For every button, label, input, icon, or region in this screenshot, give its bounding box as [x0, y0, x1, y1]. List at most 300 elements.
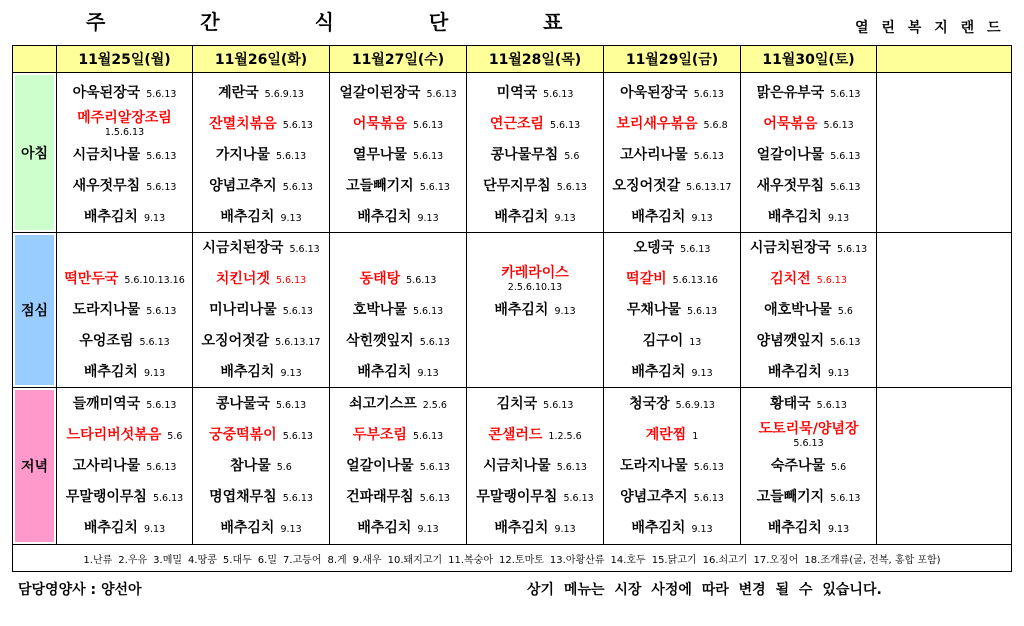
allergen-codes: 5.6.13	[836, 244, 868, 256]
allergen-codes: 5.6.13	[282, 119, 313, 131]
menu-slot	[193, 356, 329, 387]
allergen-codes: 5.6.13	[830, 181, 861, 193]
dish-name: 카레라이스	[501, 265, 569, 282]
dish-name: 배추김치	[83, 363, 138, 380]
menu-slot	[193, 108, 329, 139]
menu-slot	[604, 356, 740, 387]
menu-item	[73, 85, 177, 101]
dish-name: 단무지무침	[483, 177, 551, 194]
menu-slot	[330, 419, 466, 450]
menu-slot	[57, 295, 192, 326]
allergen-legend-item: 3.메밀	[153, 554, 183, 566]
menu-slot	[467, 450, 603, 481]
menu-slot	[193, 450, 329, 481]
dish-name: 숙주나물	[770, 458, 825, 474]
allergen-legend-item: 18.조개류(굴, 전복, 홍합 포함)	[804, 554, 941, 566]
dish-name: 참나물	[230, 458, 271, 474]
dish-name: 계란국	[218, 84, 259, 101]
allergen-legend-item: 14.호두	[610, 554, 646, 566]
menu-item	[759, 421, 859, 449]
allergen-codes: 9.13	[143, 212, 166, 224]
allergen-codes: 5.6.13	[419, 493, 450, 505]
dish-name: 메주리알장조림	[77, 109, 172, 126]
allergen-codes: 5.6.13	[146, 88, 177, 100]
dish-name: 미나리나물	[209, 301, 277, 318]
allergen-codes: 5.6.13	[556, 462, 587, 473]
dish-name: 시금치된장국	[202, 240, 284, 257]
menu-item	[491, 147, 580, 163]
dish-name: 얼갈이나물	[346, 458, 414, 474]
menu-item	[490, 116, 580, 132]
allergen-legend-item: 9.새우	[352, 554, 382, 566]
dish-name: 김치전	[770, 271, 811, 288]
menu-item	[627, 302, 717, 318]
dish-name: 느타리버섯볶음	[66, 426, 162, 443]
dish-name: 새우젓무침	[72, 177, 141, 194]
dish-name: 양념깻잎지	[756, 332, 825, 349]
menu-slot	[467, 388, 603, 419]
menu-item	[202, 240, 319, 256]
dish-name: 명엽채무침	[209, 489, 277, 506]
allergen-codes: 5.6.13	[693, 493, 724, 505]
menu-item	[643, 333, 702, 349]
menu-item	[353, 116, 443, 132]
menu-slot	[741, 482, 876, 513]
day-header-cell	[604, 46, 741, 73]
menu-slot	[604, 201, 740, 232]
allergen-codes: 5.6.13	[680, 244, 711, 256]
dish-name: 오징어젓갈	[201, 332, 270, 349]
menu-item	[646, 427, 699, 443]
menu-slot	[741, 388, 876, 419]
allergen-codes: 5.6.10.13.16	[124, 275, 185, 287]
allergen-codes: 5.6.13	[282, 305, 313, 317]
menu-item	[220, 520, 301, 536]
menu-item	[220, 209, 301, 225]
menu-slot	[193, 295, 329, 326]
menu-item	[216, 396, 306, 412]
menu-cell	[741, 73, 877, 233]
allergen-codes: 5.6.13	[830, 88, 861, 100]
meal-label: 아침	[20, 145, 49, 162]
dish-name: 시금치나물	[483, 458, 551, 474]
menu-slot	[467, 356, 603, 387]
dish-name: 어묵볶음	[763, 115, 818, 132]
allergen-codes: 5.6.13	[282, 181, 313, 193]
allergen-codes: 9.13	[554, 305, 576, 317]
menu-slot	[741, 513, 876, 544]
menu-cell	[604, 388, 741, 545]
allergen-codes: 5.6	[837, 305, 853, 317]
menu-slot	[193, 170, 329, 201]
allergen-codes: 5.6.13.16	[672, 275, 718, 287]
menu-slot	[741, 356, 876, 387]
dish-name: 김구이	[642, 332, 684, 349]
dish-name: 배추김치	[220, 363, 275, 380]
dietitian-credit: 담당영양사 : 양선아	[18, 582, 142, 598]
allergen-codes: 5.6.13	[146, 305, 177, 317]
menu-item	[620, 85, 724, 101]
dish-name: 배추김치	[83, 520, 138, 537]
menu-item	[750, 240, 867, 256]
allergen-codes: 1.5.6.13	[104, 126, 145, 138]
menu-item	[84, 364, 165, 380]
dish-name: 양념고추지	[209, 177, 277, 194]
dish-name: 고들빼기지	[756, 489, 825, 506]
dish-name: 잔멸치볶음	[209, 115, 277, 132]
dish-name: 호박나물	[352, 301, 407, 318]
day-header-label: 11월27일(수)	[351, 52, 445, 68]
dish-name: 떡갈비	[626, 271, 667, 288]
menu-slot	[604, 419, 740, 450]
allergen-codes: 5.6	[564, 150, 580, 162]
allergen-codes: 5.6.9.13	[675, 399, 715, 411]
menu-slot	[741, 419, 876, 450]
menu-item	[620, 147, 724, 163]
menu-item	[768, 364, 849, 380]
allergen-codes: 5.6.13	[823, 119, 854, 131]
menu-cell	[193, 388, 330, 545]
menu-cell	[193, 233, 330, 388]
menu-item	[634, 240, 711, 256]
allergen-legend-item: 7.고등어	[282, 554, 322, 566]
weekly-menu-table	[12, 45, 1012, 572]
menu-item	[626, 271, 718, 287]
dish-name: 궁중떡볶이	[209, 426, 277, 443]
menu-item	[218, 85, 304, 101]
dish-name: 배추김치	[357, 520, 412, 537]
menu-slot	[57, 325, 192, 356]
menu-slot	[57, 482, 192, 513]
meal-label-fill	[15, 235, 54, 385]
menu-slot	[193, 264, 329, 295]
allergen-codes: 5.6.13	[693, 462, 724, 473]
meal-label: 점심	[20, 303, 49, 319]
allergen-legend-item: 13.아황산류	[549, 554, 605, 566]
allergen-codes: 9.13	[417, 212, 439, 224]
dish-name: 계란찜	[645, 426, 687, 443]
menu-slot	[57, 513, 192, 544]
menu-slot	[741, 325, 876, 356]
menu-slot	[57, 77, 192, 108]
dish-name: 애호박나물	[764, 301, 832, 318]
dish-name: 도토리묵/양념장	[758, 420, 859, 437]
menu-item	[494, 302, 575, 318]
dish-name: 배추김치	[357, 208, 412, 225]
allergen-codes: 5.6.13	[830, 493, 861, 505]
menu-slot	[604, 233, 740, 264]
menu-slot	[193, 388, 329, 419]
menu-item	[488, 427, 581, 443]
menu-item	[771, 458, 846, 474]
dish-name: 배추김치	[631, 520, 686, 537]
menu-item	[79, 333, 169, 349]
allergen-codes: 5.6.13	[830, 150, 861, 162]
menu-item	[613, 178, 732, 194]
day-header-label: 11월26일(화)	[214, 52, 308, 68]
menu-slot	[330, 325, 466, 356]
allergen-codes: 5.6.13	[693, 150, 724, 162]
menu-slot	[741, 450, 876, 481]
allergen-codes: 5.6.13	[412, 119, 444, 131]
menu-slot	[330, 513, 466, 544]
menu-item	[216, 271, 306, 287]
dish-name: 건파래무침	[346, 489, 414, 506]
allergen-codes: 5.6.13	[830, 336, 861, 348]
allergen-codes: 5.6	[167, 430, 183, 442]
allergen-codes: 9.13	[827, 367, 850, 379]
menu-slot	[604, 77, 740, 108]
menu-item	[501, 265, 569, 293]
dish-name: 아욱된장국	[72, 84, 141, 101]
menu-item	[757, 489, 861, 505]
menu-cell	[57, 73, 193, 233]
menu-slot	[57, 233, 192, 264]
menu-item	[84, 209, 165, 225]
meal-label-cell	[13, 73, 57, 233]
allergen-codes: 5.6.13	[289, 244, 320, 256]
dish-name: 배추김치	[767, 520, 822, 537]
menu-slot	[467, 108, 603, 139]
allergen-codes: 5.6.13	[556, 181, 587, 193]
menu-item	[360, 271, 437, 287]
dish-name: 도라지나물	[72, 301, 141, 318]
menu-slot	[467, 419, 603, 450]
dish-name: 배추김치	[83, 208, 138, 225]
menu-item	[757, 178, 861, 194]
menu-slot	[467, 201, 603, 232]
menu-cell	[741, 233, 877, 388]
menu-slot	[330, 108, 466, 139]
allergen-codes: 5.6.13	[419, 462, 450, 473]
dish-name: 열무나물	[352, 146, 407, 163]
menu-item	[497, 396, 574, 412]
menu-cell	[330, 73, 467, 233]
day-header-cell	[741, 46, 877, 73]
menu-slot	[193, 77, 329, 108]
allergen-codes: 9.13	[280, 524, 302, 536]
day-header-cell	[330, 46, 467, 73]
dish-name: 무채나물	[626, 301, 681, 318]
allergen-codes: 9.13	[280, 212, 302, 224]
menu-item	[84, 520, 165, 536]
allergen-codes: 5.6.9.13	[264, 88, 304, 100]
dish-name: 황태국	[770, 395, 811, 412]
meal-label-fill	[15, 75, 54, 230]
allergen-codes: 9.13	[417, 367, 439, 379]
allergen-legend-item: 10.돼지고기	[387, 554, 443, 566]
menu-slot	[330, 264, 466, 295]
menu-item	[770, 396, 847, 412]
menu-slot	[467, 482, 603, 513]
allergen-codes: 5.6.13	[275, 275, 307, 287]
allergen-codes: 5.6.13.17	[275, 336, 321, 348]
dish-name: 배추김치	[357, 363, 412, 380]
dish-name: 배추김치	[220, 208, 275, 225]
dish-name: 동태탕	[359, 271, 401, 288]
allergen-codes: 2.5.6.10.13	[507, 282, 563, 294]
menu-item	[353, 302, 443, 318]
menu-slot	[467, 139, 603, 170]
allergen-codes: 5.6.13	[793, 437, 824, 449]
menu-item	[757, 333, 861, 349]
meal-label-cell	[13, 388, 57, 545]
empty-menu-cell	[877, 233, 1011, 388]
menu-slot	[57, 108, 192, 139]
menu-slot	[604, 139, 740, 170]
menu-item	[631, 209, 712, 225]
meal-label: 저녁	[20, 459, 49, 475]
allergen-legend-item: 1.난류	[83, 554, 113, 566]
menu-item	[202, 333, 321, 349]
day-header-cell	[193, 46, 330, 73]
allergen-codes: 5.6.13	[282, 493, 313, 505]
allergen-codes: 5.6.13	[282, 430, 313, 442]
menu-slot	[193, 482, 329, 513]
menu-slot	[193, 419, 329, 450]
menu-slot	[604, 295, 740, 326]
dish-name: 도라지나물	[620, 458, 688, 474]
menu-slot	[604, 108, 740, 139]
dish-name: 청국장	[629, 395, 670, 412]
dish-name: 연근조림	[489, 115, 544, 132]
menu-item	[497, 85, 574, 101]
menu-item	[476, 489, 593, 505]
dish-name: 얼갈이된장국	[339, 84, 421, 101]
menu-item	[357, 520, 438, 536]
dish-name: 콩나물국	[215, 395, 270, 412]
allergen-codes: 9.13	[143, 524, 166, 536]
menu-slot	[330, 170, 466, 201]
menu-slot	[741, 77, 876, 108]
allergen-codes: 9.13	[691, 367, 713, 379]
allergen-codes: 9.13	[691, 212, 713, 224]
allergen-codes: 5.6.13	[412, 430, 444, 442]
menu-slot	[741, 264, 876, 295]
menu-slot	[604, 450, 740, 481]
allergen-codes: 5.6.13	[146, 181, 177, 193]
dish-name: 보리새우볶음	[616, 115, 698, 132]
allergen-codes: 5.6.13	[816, 399, 847, 411]
menu-cell	[467, 388, 604, 545]
allergen-codes: 5.6	[831, 462, 847, 473]
menu-slot	[193, 139, 329, 170]
menu-item	[64, 271, 185, 287]
menu-item	[763, 116, 853, 132]
menu-slot	[330, 295, 466, 326]
menu-item	[757, 147, 861, 163]
menu-item	[67, 427, 183, 443]
allergen-codes: 9.13	[691, 524, 713, 536]
allergen-legend-item: 6.밀	[257, 554, 277, 566]
menu-slot	[741, 201, 876, 232]
allergen-codes: 5.6.13	[563, 493, 594, 505]
allergen-codes: 1.2.5.6	[548, 430, 582, 442]
allergen-codes: 5.6.13	[426, 88, 457, 100]
menu-slot	[604, 388, 740, 419]
dish-name: 콩나물무침	[490, 146, 559, 163]
allergen-codes: 9.13	[280, 367, 302, 379]
menu-item	[230, 458, 292, 474]
allergen-codes: 9.13	[827, 212, 850, 224]
menu-slot	[741, 295, 876, 326]
allergen-codes: 5.6.13	[152, 493, 184, 505]
dish-name: 무말랭이무침	[65, 489, 147, 506]
menu-cell	[57, 388, 193, 545]
day-header-label: 11월30일(토)	[762, 52, 855, 68]
allergen-codes: 5.6.13	[139, 336, 170, 348]
menu-item	[768, 209, 849, 225]
menu-slot	[57, 264, 192, 295]
menu-slot	[57, 356, 192, 387]
allergen-legend-item: 12.토마토	[499, 554, 544, 566]
menu-cell	[57, 233, 193, 388]
menu-item	[73, 458, 177, 474]
dish-name: 두부조림	[352, 426, 407, 443]
menu-slot	[57, 388, 192, 419]
allergen-codes: 5.6.13.17	[686, 181, 732, 193]
allergen-codes: 5.6.13	[412, 305, 444, 317]
dish-name: 고사리나물	[72, 458, 141, 474]
menu-item	[757, 85, 861, 101]
allergen-codes: 5.6.13	[412, 150, 444, 162]
menu-slot	[741, 139, 876, 170]
allergen-codes: 5.6.13	[549, 119, 581, 131]
allergen-codes: 5.6.13	[275, 399, 307, 411]
dish-name: 들깨미역국	[72, 395, 141, 412]
dish-name: 배추김치	[494, 208, 549, 225]
menu-cell	[604, 233, 741, 388]
menu-item	[357, 364, 438, 380]
dish-name: 무말랭이무침	[476, 489, 558, 506]
allergen-legend-item: 8.게	[327, 554, 347, 566]
dish-name: 양념고추지	[620, 489, 688, 506]
allergen-codes: 5.6.13	[406, 275, 437, 287]
dish-name: 오징어젓갈	[612, 177, 681, 194]
allergen-codes: 9.13	[554, 212, 576, 224]
menu-cell	[330, 233, 467, 388]
header-corner-cell	[13, 46, 57, 73]
allergen-legend-item: 15.닭고기	[651, 554, 697, 566]
menu-slot	[193, 201, 329, 232]
menu-item	[73, 178, 177, 194]
menu-slot	[330, 450, 466, 481]
menu-item	[353, 147, 443, 163]
menu-item	[220, 364, 301, 380]
menu-item	[768, 520, 849, 536]
menu-slot	[467, 264, 603, 295]
allergen-codes: 1	[692, 430, 699, 442]
menu-change-notice: 상기 메뉴는 시장 사정에 따라 변경 될 수 있습니다.	[527, 582, 882, 598]
allergen-legend-item: 17.오징어	[753, 554, 799, 566]
menu-slot	[467, 170, 603, 201]
menu-item	[764, 302, 853, 318]
menu-slot	[330, 482, 466, 513]
dish-name: 새우젓무침	[756, 177, 825, 194]
menu-item	[339, 85, 456, 101]
allergen-codes: 9.13	[554, 524, 576, 536]
menu-cell	[193, 73, 330, 233]
menu-item	[349, 396, 447, 412]
day-header-cell	[57, 46, 193, 73]
organization-name: 열 린 복 지 랜 드	[855, 20, 1001, 36]
menu-item	[73, 302, 177, 318]
allergen-legend-item: 16.쇠고기	[702, 554, 748, 566]
allergen-codes: 2.5.6	[422, 399, 447, 411]
menu-item	[494, 520, 575, 536]
menu-cell	[741, 388, 877, 545]
allergen-legend-item: 2.우유	[118, 554, 148, 566]
